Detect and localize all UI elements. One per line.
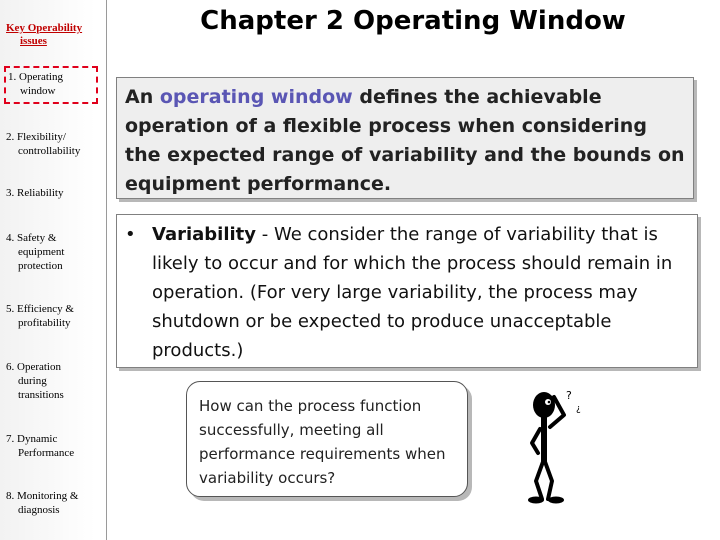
sidebar-item-operating-window[interactable] — [4, 66, 98, 104]
definition-suffix: defines the achievable operation of a flexible process when considering the expected range of variability and the bounds on equipment performance. — [125, 86, 685, 195]
sidebar-item-label: Performance — [18, 447, 75, 459]
sidebar-item-label: 8. Monitoring & — [6, 490, 79, 502]
sidebar-item-label: diagnosis — [18, 504, 60, 516]
figure-foot-left — [528, 497, 544, 504]
sidebar-item-safety[interactable] — [6, 231, 102, 273]
figure-foot-right — [548, 497, 564, 504]
sidebar-title-line-1: Key Operability — [6, 22, 83, 34]
bullet-box — [116, 214, 698, 368]
page-title: Chapter 2 Operating Window — [200, 6, 626, 36]
sidebar — [0, 0, 107, 540]
figure-arm — [532, 429, 540, 453]
bullet-text — [152, 220, 689, 365]
sidebar-item-label: protection — [18, 260, 63, 272]
sidebar-item-dynamic-performance[interactable] — [6, 432, 102, 460]
question-mark-icon: ? — [566, 389, 572, 402]
sidebar-item-label: during — [18, 375, 47, 387]
sidebar-item-reliability[interactable] — [6, 186, 102, 200]
bullet-description: - We consider the range of variability that is likely to occur and for which the process should remain in operation. (For very large variability, the process may shutdown or be expected to produce unacceptable products.) — [152, 224, 673, 361]
definition-box — [116, 77, 694, 199]
callout-text: How can the process function successfully, meeting all performance requirements when variability occurs? — [199, 397, 446, 487]
sidebar-item-label: equipment — [18, 246, 65, 258]
sidebar-item-label: 5. Efficiency & — [6, 303, 74, 315]
sidebar-item-label: 4. Safety & — [6, 232, 57, 244]
sidebar-item-label: 2. Flexibility/ — [6, 131, 66, 143]
sidebar-title — [6, 22, 102, 48]
bullet-item — [125, 220, 689, 365]
sidebar-item-label: profitability — [18, 317, 71, 329]
figure-leg-right — [544, 459, 552, 499]
sidebar-item-flexibility[interactable] — [6, 130, 102, 158]
sidebar-item-label: transitions — [18, 389, 64, 401]
figure-pupil — [548, 401, 551, 404]
sidebar-item-label: 6. Operation — [6, 361, 61, 373]
bullet-icon: • — [125, 224, 136, 245]
thinking-figure-icon — [520, 381, 590, 505]
definition-highlight: operating window — [159, 86, 353, 108]
sidebar-title-line-2: issues — [20, 35, 47, 47]
figure-leg-left — [536, 459, 544, 499]
sidebar-item-transitions[interactable] — [6, 360, 102, 402]
sidebar-item-label: controllability — [18, 145, 81, 157]
sidebar-item-label: window — [20, 85, 56, 97]
bullet-term: Variability — [152, 224, 257, 245]
sidebar-item-monitoring[interactable] — [6, 489, 102, 517]
sidebar-item-label: 3. Reliability — [6, 187, 64, 199]
sidebar-item-label: 1. Operating — [8, 71, 63, 83]
definition-prefix: An — [125, 86, 160, 108]
sidebar-item-efficiency[interactable] — [6, 302, 102, 330]
question-mark-icon: ¿ — [576, 404, 581, 414]
sidebar-item-label: 7. Dynamic — [6, 433, 58, 445]
callout-box — [186, 381, 468, 497]
